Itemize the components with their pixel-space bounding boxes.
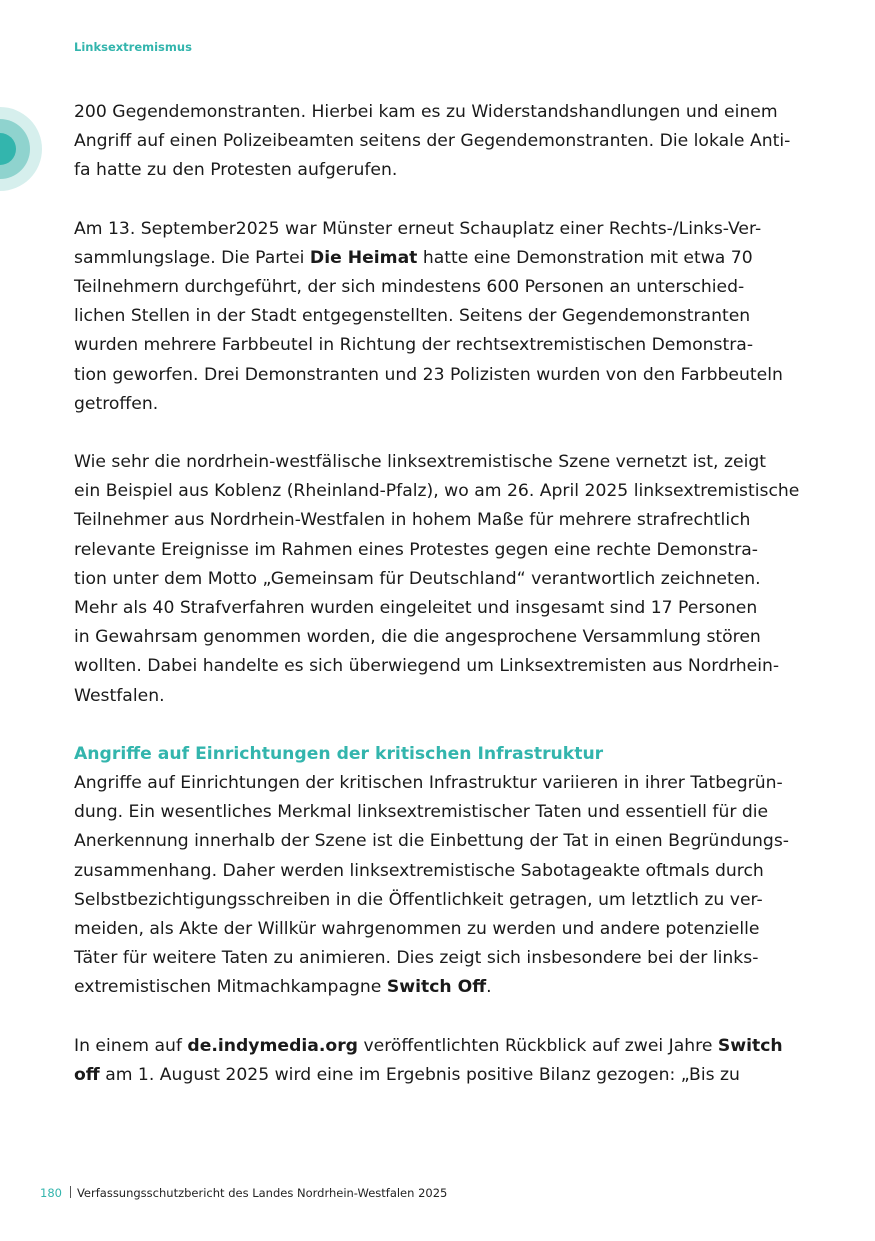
publication-title: Verfassungsschutzbericht des Landes Nordrhein-Westfalen 2025 (76, 1186, 448, 1200)
paragraph-4-text-a: Angriffe auf Einrichtungen der kritischen Infrastruktur variieren in ihrer Tatbegrün- dung. Ein wesentliches Merkmal linksextremistischer Taten und essentiell für die Anerkennung innerhalb der Szene ist die Einbettung der Tat in einen Begründungs- zusammenhang. Daher werden linksextremistische Sabotageakte oftmals durch Selbstbezichtigungsschreiben in die Öffentlichkeit getragen, um letztlich zu ver- meiden, als Akte der Willkür wahrgenommen zu werden und andere potenzielle Täter für weitere Taten zu animieren. Dies zeigt sich insbesondere bei der links- extremistischen Mitmachkampagne (74, 773, 789, 998)
paragraph-3 (74, 448, 814, 711)
decorative-circles-icon (0, 107, 42, 191)
paragraph-3-text: Wie sehr die nordrhein-westfälische linksextremistische Szene vernetzt ist, zeigt ein Beispiel aus Koblenz (Rheinland-Pfalz), wo am 26. April 2025 linksextremistische Teilnehmer aus Nordrhein-Westfalen in hohem Maße für mehrere strafrechtlich relevante Ereignisse im Rahmen eines Protestes gegen eine rechte Demonstra- tion unter dem Motto „Gemeinsam für Deutschland“ verantwortlich zeichneten. Mehr als 40 Strafverfahren wurden eingeleitet und insgesamt sind 17 Personen in Gewahrsam genommen worden, die die angesprochene Versammlung stören wollten. Dabei handelte es sich überwiegend um Linksextremisten aus Nordrhein- Westfalen. (74, 452, 800, 706)
paragraph-2-text-a: Am 13. September2025 war Münster erneut Schauplatz einer Rechts-/Links-Ver- sammlungslage. Die Partei (74, 218, 762, 268)
paragraph-5-text-c: am 1. August 2025 wird eine im Ergebnis positive Bilanz gezogen: „Bis zu (99, 1064, 740, 1085)
paragraph-4-text-b: . (486, 977, 492, 998)
paragraph-2 (74, 215, 814, 419)
body-text (74, 98, 814, 1119)
page-number: 180 (40, 1186, 62, 1200)
footer-separator (70, 1186, 71, 1198)
paragraph-1 (74, 98, 814, 186)
campaign-name: Switch Off (386, 977, 487, 998)
website-name: de.indymedia.org (187, 1035, 358, 1056)
paragraph-5-text-b: veröffentlichten Rückblick auf zwei Jahre (358, 1035, 718, 1056)
paragraph-4 (74, 769, 814, 1003)
party-name: Die Heimat (309, 247, 418, 268)
subheading: Angriffe auf Einrichtungen der kritischen Infrastruktur (74, 743, 604, 764)
paragraph-5-text-a: In einem auf (74, 1035, 188, 1056)
paragraph-5 (74, 1032, 814, 1090)
campaign-name-2: Switch off (74, 1035, 783, 1085)
paragraph-1-text: 200 Gegendemonstranten. Hierbei kam es zu Widerstandshandlungen und einem Angriff auf einen Polizeibeamten seitens der Gegendemonstranten. Die lokale Anti- fa hatte zu den Protesten aufgerufen. (74, 102, 791, 181)
page-footer (40, 1186, 447, 1200)
paragraph-2-text-b: hatte eine Demonstration mit etwa 70 Teilnehmern durchgeführt, der sich mindestens 600 Personen an unterschied- lichen Stellen in der Stadt entgegenstellten. Seitens der Gegendemonstranten wurden mehrere Farbbeutel in Richtung der rechtsextremistischen Demonstra- tion geworfen. Drei Demonstranten und 23 Polizisten wurden von den Farbbeuteln getroffen. (74, 247, 783, 414)
section-title: Linksextremismus (74, 40, 192, 54)
